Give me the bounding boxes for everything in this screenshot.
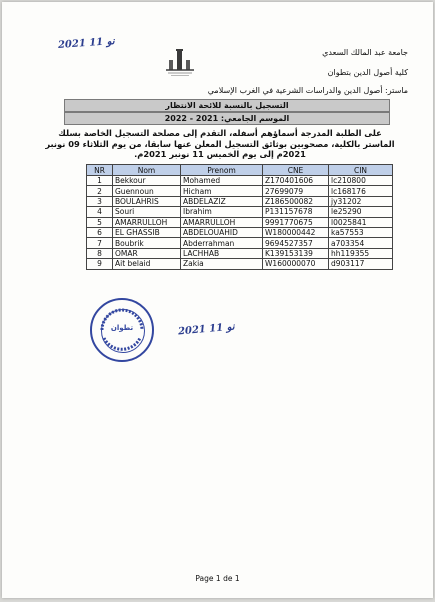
cell-prenom: LACHHAB [181,248,263,258]
cell-prenom: Mohamed [181,176,263,186]
table-row [87,196,393,206]
cell-nr: 5 [87,217,113,227]
cell-nom: OMAR [113,248,181,258]
cell-nom: Bekkour [113,176,181,186]
cell-prenom: ABDELOUAHID [181,227,263,237]
cell-nom: BOULAHRIS [113,196,181,206]
stamp-city: تطوان [110,324,134,332]
students-table [86,164,393,270]
cell-nr: 1 [87,176,113,186]
cell-prenom: Ibrahim [181,207,263,217]
header-cne: CNE [263,165,329,176]
table-row [87,227,393,237]
cell-nr: 9 [87,259,113,269]
cell-cin: hh119355 [329,248,393,258]
cell-prenom: Abderrahman [181,238,263,248]
cell-cne: W180000442 [263,227,329,237]
university-name: جامعة عبد المالك السعدي [322,48,408,57]
cell-cne: W160000070 [263,259,329,269]
cell-cin: ka57553 [329,227,393,237]
academic-year: الموسم الجامعي: 2021 - 2022 [64,112,390,125]
header-nr: NR [87,165,113,176]
cell-nom: Boubrik [113,238,181,248]
cell-nom: EL GHASSIB [113,227,181,237]
cell-nom: Ait belaid [113,259,181,269]
table-row [87,259,393,269]
cell-cne: 9694527357 [263,238,329,248]
table-row [87,248,393,258]
cell-cin: l0025841 [329,217,393,227]
table-row [87,176,393,186]
faculty-name: كلية أصول الدين بتطوان [327,68,408,77]
cell-prenom: Hicham [181,186,263,196]
cell-cin: jy31202 [329,196,393,206]
header-prenom: Prenom [181,165,263,176]
cell-prenom: AMARRULLOH [181,217,263,227]
cell-nr: 7 [87,238,113,248]
cell-cin: a703354 [329,238,393,248]
table-row [87,217,393,227]
cell-cin: lc210800 [329,176,393,186]
cell-prenom: Zakia [181,259,263,269]
cell-cin: le25290 [329,207,393,217]
cell-nr: 6 [87,227,113,237]
official-stamp [90,298,154,362]
table-row [87,238,393,248]
cell-nr: 4 [87,207,113,217]
cell-nom: AMARRULLOH [113,217,181,227]
cell-nr: 3 [87,196,113,206]
cell-cne: 9991770675 [263,217,329,227]
cell-cin: d903117 [329,259,393,269]
cell-nr: 8 [87,248,113,258]
cell-nr: 2 [87,186,113,196]
cell-prenom: ABDELAZIZ [181,196,263,206]
cell-cin: lc168176 [329,186,393,196]
cell-cne: 27699079 [263,186,329,196]
cell-nom: Guennoun [113,186,181,196]
cell-cne: Z186500082 [263,196,329,206]
table-row [87,186,393,196]
intro-text: على الطلبة المدرجة أسماؤهم أسفله، التقدم إلى مصلحة التسجيل الخاصة بسلك الماستر بالكلية، مصحوبين بوثائق التسجيل المعلن عنها سابقا، من يوم الثلاثاء 09 نونبر 2021م إلى يوم الخميس 11 نونبر 2021م. [45,128,395,159]
cell-cne: Z170401606 [263,176,329,186]
handwritten-date-bottom: 2021 نو 11 [177,321,236,338]
document-page [2,2,433,598]
table-header-row [87,165,393,176]
cell-nom: Souri [113,207,181,217]
list-title: التسجيل بالنسبة للائحة الانتظار [64,99,390,112]
cell-cne: K139153139 [263,248,329,258]
header-nom: Nom [113,165,181,176]
master-program: ماستر: أصول الدين والدراسات الشرعية في الغرب الإسلامي [207,86,408,95]
page-footer: Page 1 de 1 [195,574,240,583]
table-row [87,207,393,217]
handwritten-date-top: 2021 نو 11 [57,36,116,51]
faculty-logo [162,48,198,78]
header-cin: CIN [329,165,393,176]
cell-cne: P131157678 [263,207,329,217]
